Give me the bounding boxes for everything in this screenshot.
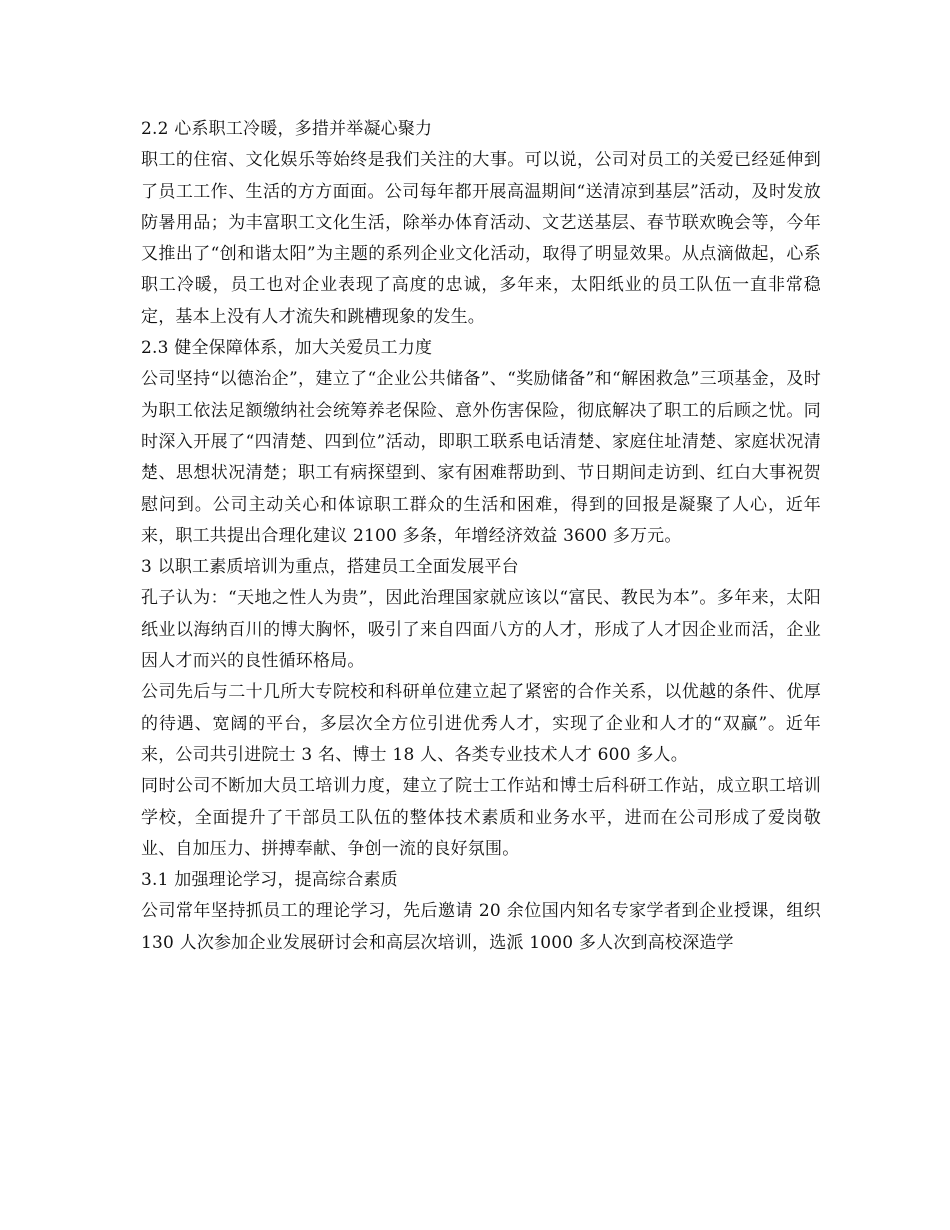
section-heading-3: 3 以职工素质培训为重点，搭建员工全面发展平台 <box>141 557 519 578</box>
section-heading-2-3: 2.3 健全保障体系，加大关爱员工力度 <box>141 338 433 359</box>
paragraph-confucius: 孔子认为：“天地之性人为贵”，因此治理国家就应该以“富民、教民为本”。多年来，太阳纸业以海纳百川的博大胸怀，吸引了来自四面八方的人才，形成了人才因企业而活，企业因人才而兴的良性循环格局。 <box>141 588 821 672</box>
section-heading-2-2: 2.2 心系职工冷暖，多措并举凝心聚力 <box>141 119 433 139</box>
paragraph-staff-care: 职工的住宿、文化娱乐等始终是我们关注的大事。可以说，公司对员工的关爱已经延伸到了员工工作、生活的方方面面。公司每年都开展高温期间“送清凉到基层”活动，及时发放防暑用品；为丰富职工文化生活，除举办体育活动、文艺送基层、春节联欢晚会等，今年又推出了“创和谐太阳”为主题的系列企业文化活动，取得了明显效果。从点滴做起，心系职工冷暖，员工也对企业表现了高度的忠诚，多年来，太阳纸业的员工队伍一直非常稳定，基本上没有人才流失和跳槽现象的发生。 <box>141 150 821 327</box>
paragraph-theory-study: 公司常年坚持抓员工的理论学习，先后邀请 20 余位国内知名专家学者到企业授课，组织 130 人次参加企业发展研讨会和高层次培训，选派 1000 多人次到高校深造学 <box>141 901 821 953</box>
document-body <box>141 114 821 959</box>
paragraph-training: 同时公司不断加大员工培训力度，建立了院士工作站和博士后科研工作站，成立职工培训学校，全面提升了干部员工队伍的整体技术素质和业务水平，进而在公司形成了爱岗敬业、自加压力、拼搏奉献、争创一流的良好氛围。 <box>141 776 821 859</box>
section-heading-3-1: 3.1 加强理论学习，提高综合素质 <box>141 870 398 891</box>
paragraph-security-system: 公司坚持“以德治企”，建立了“企业公共储备”、“奖励储备”和“解困救急”三项基金，及时为职工依法足额缴纳社会统筹养老保险、意外伤害保险，彻底解决了职工的后顾之忧。同时深入开展了“四清楚、四到位”活动，即职工联系电话清楚、家庭住址清楚、家庭状况清楚、思想状况清楚；职工有病探望到、家有困难帮助到、节日期间走访到、红白大事祝贺慰问到。公司主动关心和体谅职工群众的生活和困难，得到的回报是凝聚了人心，近年来，职工共提出合理化建议 2100 多条，年增经济效益 3600 多万元。 <box>141 369 821 546</box>
paragraph-talent-cooperation: 公司先后与二十几所大专院校和科研单位建立起了紧密的合作关系，以优越的条件、优厚的待遇、宽阔的平台，多层次全方位引进优秀人才，实现了企业和人才的“双赢”。近年来，公司共引进院士 3 名、博士 18 人、各类专业技术人才 600 多人。 <box>141 682 821 765</box>
